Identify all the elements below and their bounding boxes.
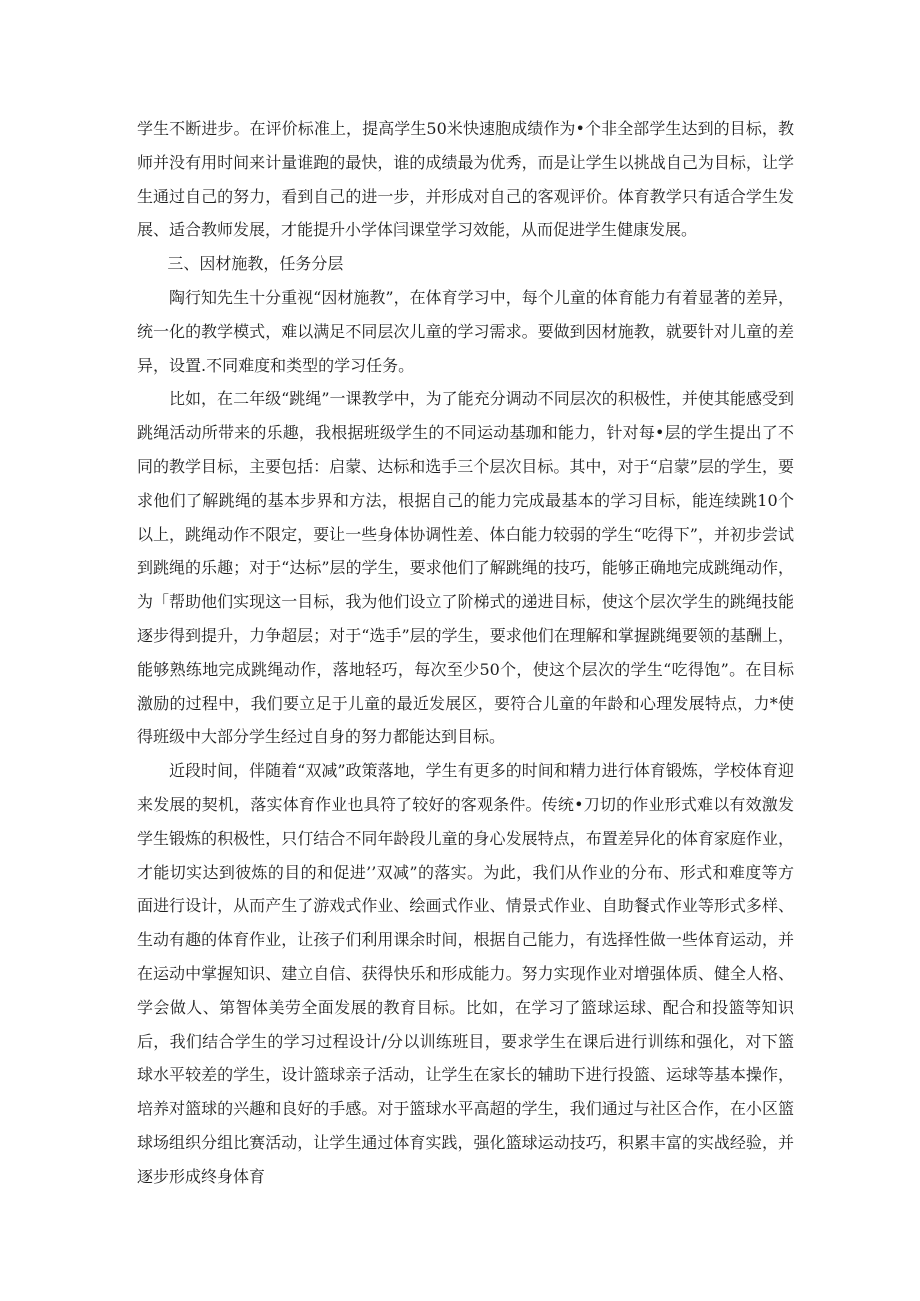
paragraph-continuation: 学生不断进步。在评价标准上，提高学生50米快速胞成绩作为•个非全部学生达到的目标，教师并没有用时间来计量谁跑的最快，谁的成绩最为优秀，而是让学生以挑战自己为目标，让学生通过自己的努力，看到自己的进一步，并形成对自己的客观评价。体育教学只有适合学生发展、适合教师发展，才能提升小学体闫课堂学习效能，从而促进学生健康发展。 [137,119,794,240]
paragraph: 陶行知先生十分重视“因材施教”，在体育学习中，每个儿童的体育能力有着显著的差异，统一化的教学模式，难以满足不同层次儿童的学习需求。要做到因材施教，就要针对儿童的差异，设置.不同难度和类型的学习任务。 [137,287,794,375]
section-heading: 三、因材施教，任务分层 [167,254,344,274]
paragraph: 近段时间，伴随着“双减”政策落地，学生有更多的时间和精力进行体育锻炼，学校体育迎来发展的契机，落实体育作业也具符了较好的客观条件。传统•刀切的作业形式难以有效激发学生锻炼的积极性，只仃结合不同年龄段儿童的身心发展特点，布置差异化的体育家庭作业，才能切实达到彼炼的目的和促进’’双减”的落实。为此，我们从作业的分布、形式和难度等方面进行设计，从而产生了游戏式作业、绘画式作业、情景式作业、自助餐式作业等形式多样、生动有趣的体育作业，让孩子们利用课余时间，根据自己能力，有选择性做一些体育运动，并在运动中掌握知识、建立自信、获得快乐和形成能力。努力实现作业对增强体质、健全人格、学会做人、第智体美劳全面发展的教育目标。比如，在学习了篮球运球、配合和投篮等知识后，我们结合学生的学习过程设计/分以训练班目，要求学生在课后进行训练和强化，对下篮球水平较差的学生，设计篮球亲子活动，让学生在家长的辅助下进行投篮、运球等基本操作，培养对篮球的兴趣和良好的手感。对于篮球水平高超的学生，我们通过与社区合作，在小区篮球场组织分组比赛活动，让学生通过体育实践，强化篮球运动技巧，积累丰富的实战经验，并逐步形成终身体育 [137,761,794,1186]
document-page [137,112,794,1194]
paragraph: 比如，在二年级“跳绳”一课教学中，为了能充分调动不同层次的积极性，并使其能感受到跳绳活动所带来的乐趣，我根据班级学生的不同运动基珈和能力，针对每•层的学生提出了不同的教学目标，主要包括：启蒙、达标和选手三个层次目标。其中，对于“启蒙”层的学生，要求他们了解跳绳的基本步界和方法，根据自己的能力完成最基本的学习目标，能连续跳10个以上，跳绳动作不限定，要让一些身体协调性差、体白能力较弱的学生“吃得下”，并初步尝试到跳绳的乐趣；对于“达标”层的学生，要求他们了解跳绳的技巧，能够正确地完成跳绳动作，为「帮助他们实现这一目标，我为他们设立了阶梯式的递进目标，使这个层次学生的跳绳技能逐步得到提升，力争超层；对于“选手”层的学生，要求他们在理解和掌握跳绳要领的基酬上，能够熟练地完成跳绳动作，落地轻巧，每次至少50个，使这个层次的学生“吃得饱”。在目标激励的过程中，我们要立足于儿童的最近发展区，要符合儿童的年龄和心理发展特点，力*使得班级中大部分学生经过自身的努力都能达到目标。 [137,389,794,747]
